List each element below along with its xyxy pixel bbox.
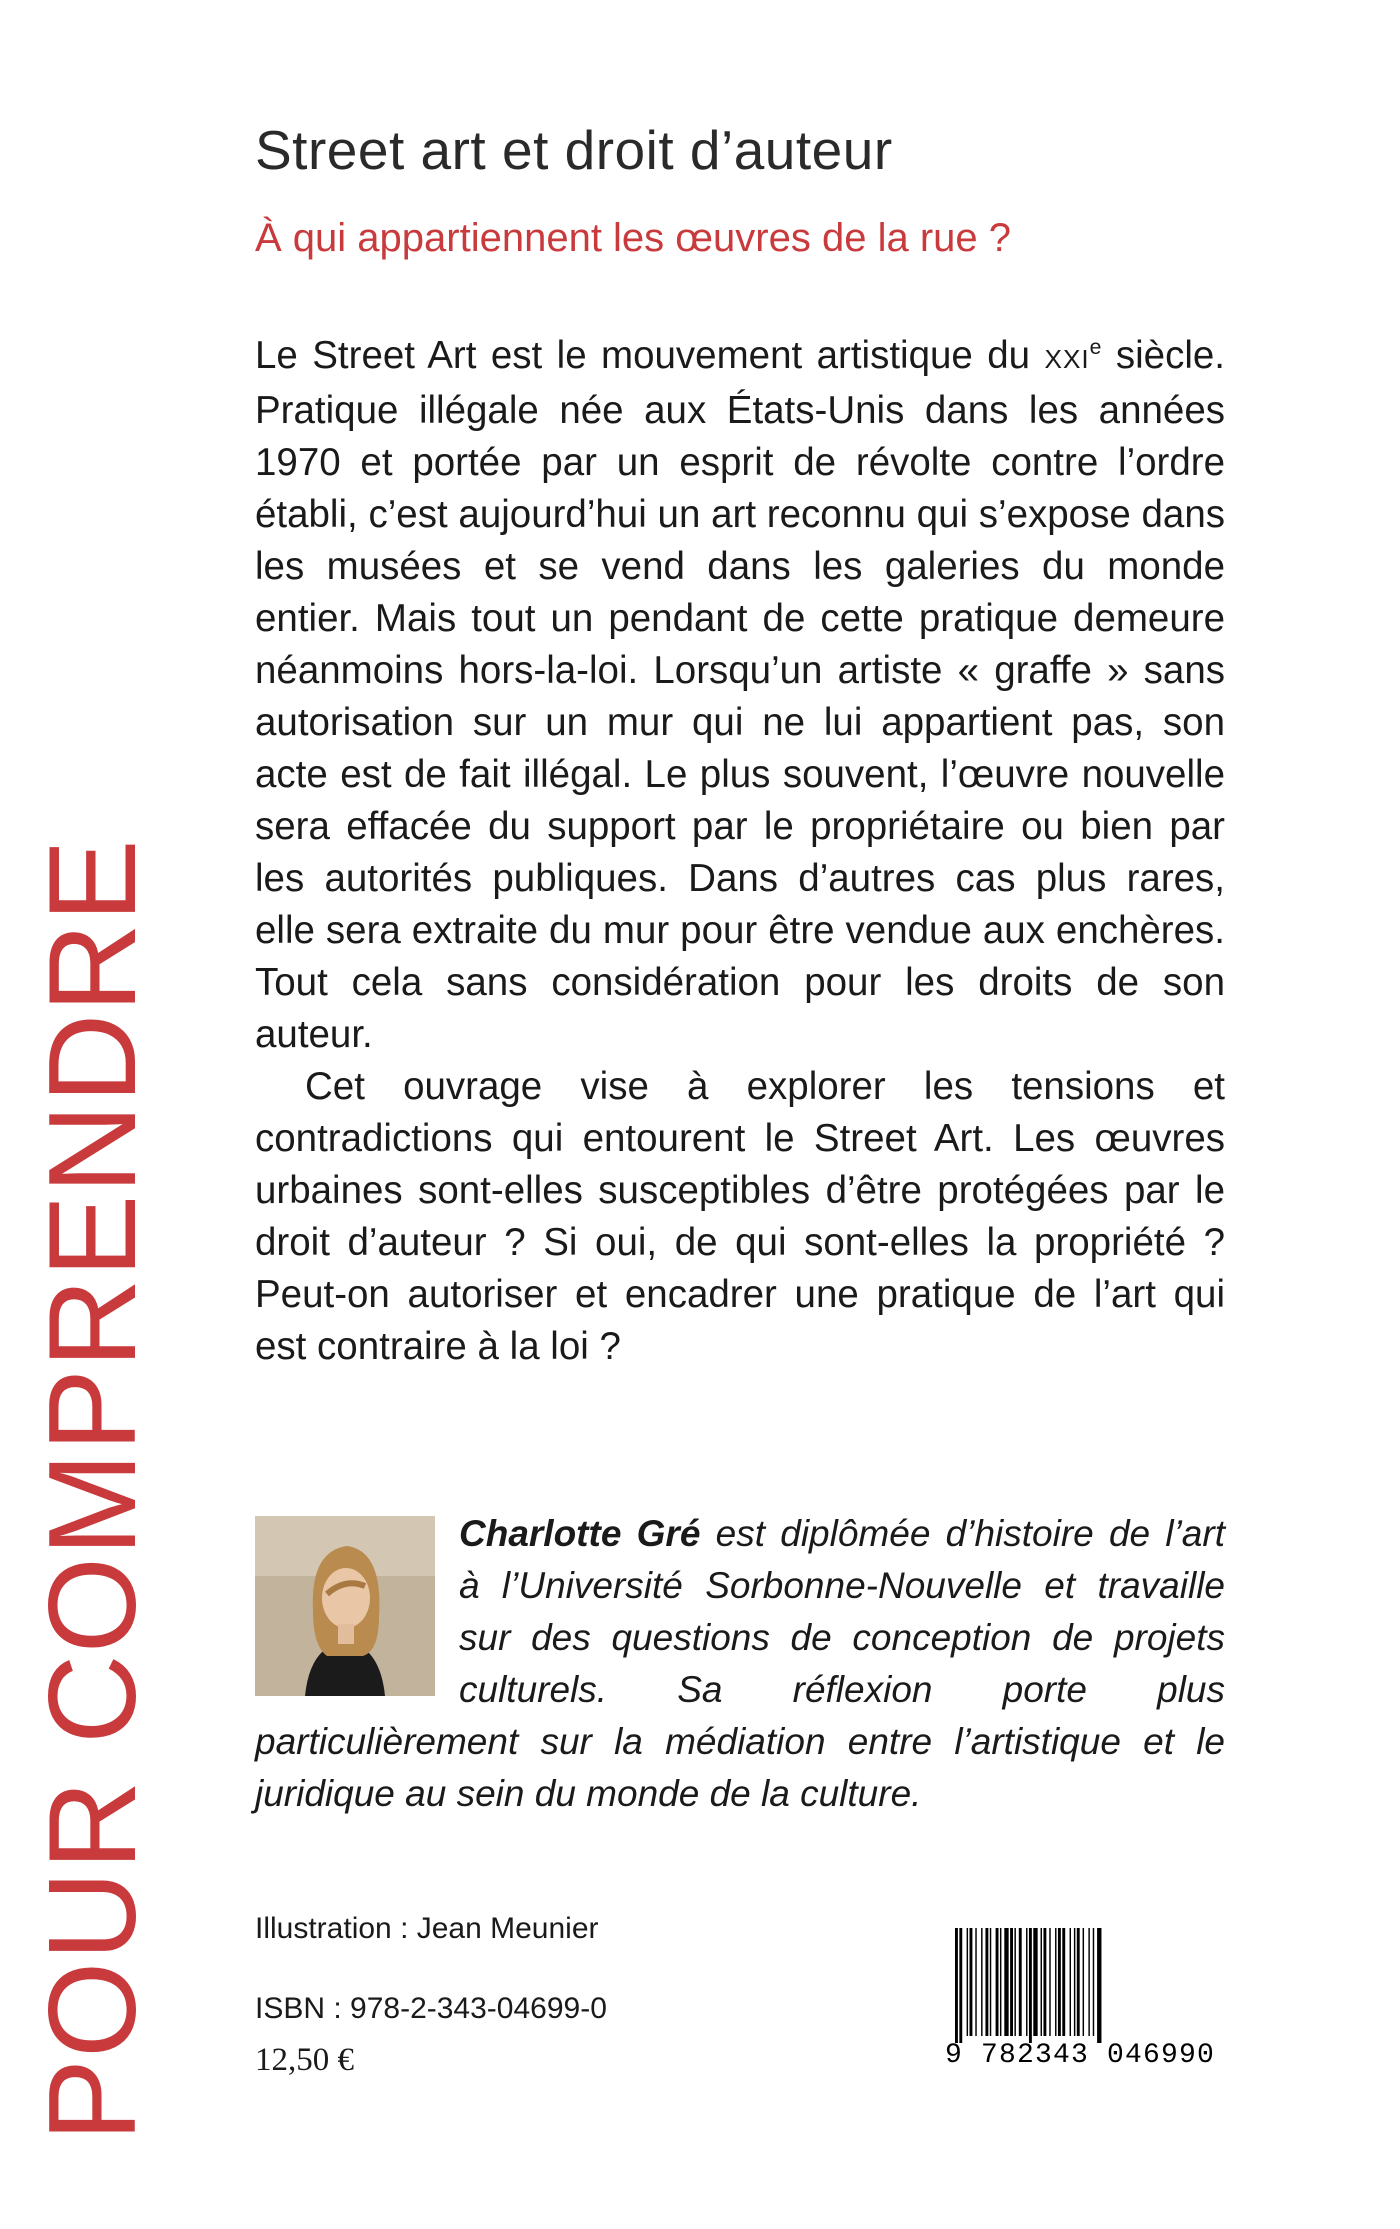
barcode-bar (975, 1928, 976, 2036)
barcode-bar (1058, 1928, 1061, 2036)
barcode-bar (1062, 1928, 1065, 2036)
barcode-bar (1097, 1928, 1101, 2043)
barcode-bar (1019, 1928, 1022, 2036)
barcode-bar (1055, 1928, 1056, 2036)
illustration-credit: Illustration : Jean Meunier (255, 1912, 599, 1945)
barcode-bar (1088, 1928, 1089, 2036)
century-numeral: XXI (1044, 343, 1090, 374)
barcode-bar (1049, 1928, 1050, 2036)
blurb (255, 322, 1225, 1373)
blurb-p1-start: Le Street Art est le mouvement artistique du (255, 333, 1045, 377)
author-bio-text: est diplômée d’histoire de l’art à l’Université Sorbonne-Nouvelle et travaille sur des questions de conception de projets culturels. Sa réflexion porte plus particulièrement sur la médiation entre l’artistique et le juridique au sein du monde de la culture. (255, 1513, 1225, 1814)
barcode-bar (1070, 1928, 1071, 2036)
author-name: Charlotte Gré (459, 1513, 701, 1554)
barcode-bar (955, 1928, 958, 2043)
barcode-bar (1026, 1928, 1027, 2036)
isbn: ISBN : 978-2-343-04699-0 (255, 1992, 607, 2025)
author-bio (255, 1508, 1225, 1820)
series-label (18, 838, 168, 2142)
barcode-bar (1014, 1928, 1015, 2036)
barcode-bar (985, 1928, 988, 2036)
blurb-paragraph-2: Cet ouvrage vise à explorer les tensions et contradictions qui entourent le Street Art. Les œuvres urbaines sont-elles susceptibles d’être protégées par le droit d’auteur ? Si oui, de qui sont-elles la propriété ? Peut-on autoriser et encadrer une pratique de l’art qui est contraire à la loi ? (255, 1064, 1225, 1368)
barcode-bar (967, 1928, 968, 2036)
barcode-bar (1041, 1928, 1042, 2036)
barcode-bar (981, 1928, 982, 2036)
century-superscript: e (1089, 336, 1102, 359)
barcode-bar (1010, 1928, 1013, 2036)
barcode-bar (1074, 1928, 1075, 2036)
barcode-bar (1043, 1928, 1046, 2036)
series-label-text: POUR COMPRENDRE (24, 838, 162, 2142)
book-subtitle: À qui appartiennent les œuvres de la rue ? (255, 216, 1011, 260)
price: 12,50 € (255, 2042, 354, 2078)
barcode-bar (990, 1928, 991, 2036)
barcode-digits: 9 782343 046990 (945, 2040, 1216, 2071)
barcode-bar (1033, 1928, 1037, 2036)
barcode-bar (1093, 1928, 1094, 2036)
book-title: Street art et droit d’auteur (255, 119, 893, 181)
barcode-bar (996, 1928, 999, 2036)
barcode (945, 1928, 1230, 2073)
blurb-paragraph-1 (255, 322, 1225, 1061)
barcode-bar (1077, 1928, 1080, 2036)
barcode-bar (1004, 1928, 1008, 2036)
barcode-bar (1083, 1928, 1084, 2036)
barcode-bar (959, 1928, 962, 2043)
barcode-bar (1029, 1928, 1032, 2043)
barcode-bar (970, 1928, 973, 2036)
blurb-p1-rest: siècle. Pratique illégale née aux États-Unis dans les années 1970 et portée par un esprit de révolte contre l’ordre établi, c’est aujourd’hui un art reconnu qui s’expose dans les musées et se vend dans les galeries du monde entier. Mais tout un pendant de cette pratique demeure néanmoins hors-la-loi. Lorsqu’un artiste « graffe » sans autorisation sur un mur qui ne lui appartient pas, son acte est de fait illégal. Le plus souvent, l’œuvre nouvelle sera effacée du support par le propriétaire ou bien par les autorités publiques. Dans d’autres cas plus rares, elle sera extraite du mur pour être vendue aux enchères. Tout cela sans considération pour les droits de son auteur. (255, 333, 1225, 1056)
author-photo (255, 1516, 435, 1696)
barcode-bars (955, 1928, 1225, 2043)
barcode-bar (1000, 1928, 1001, 2036)
